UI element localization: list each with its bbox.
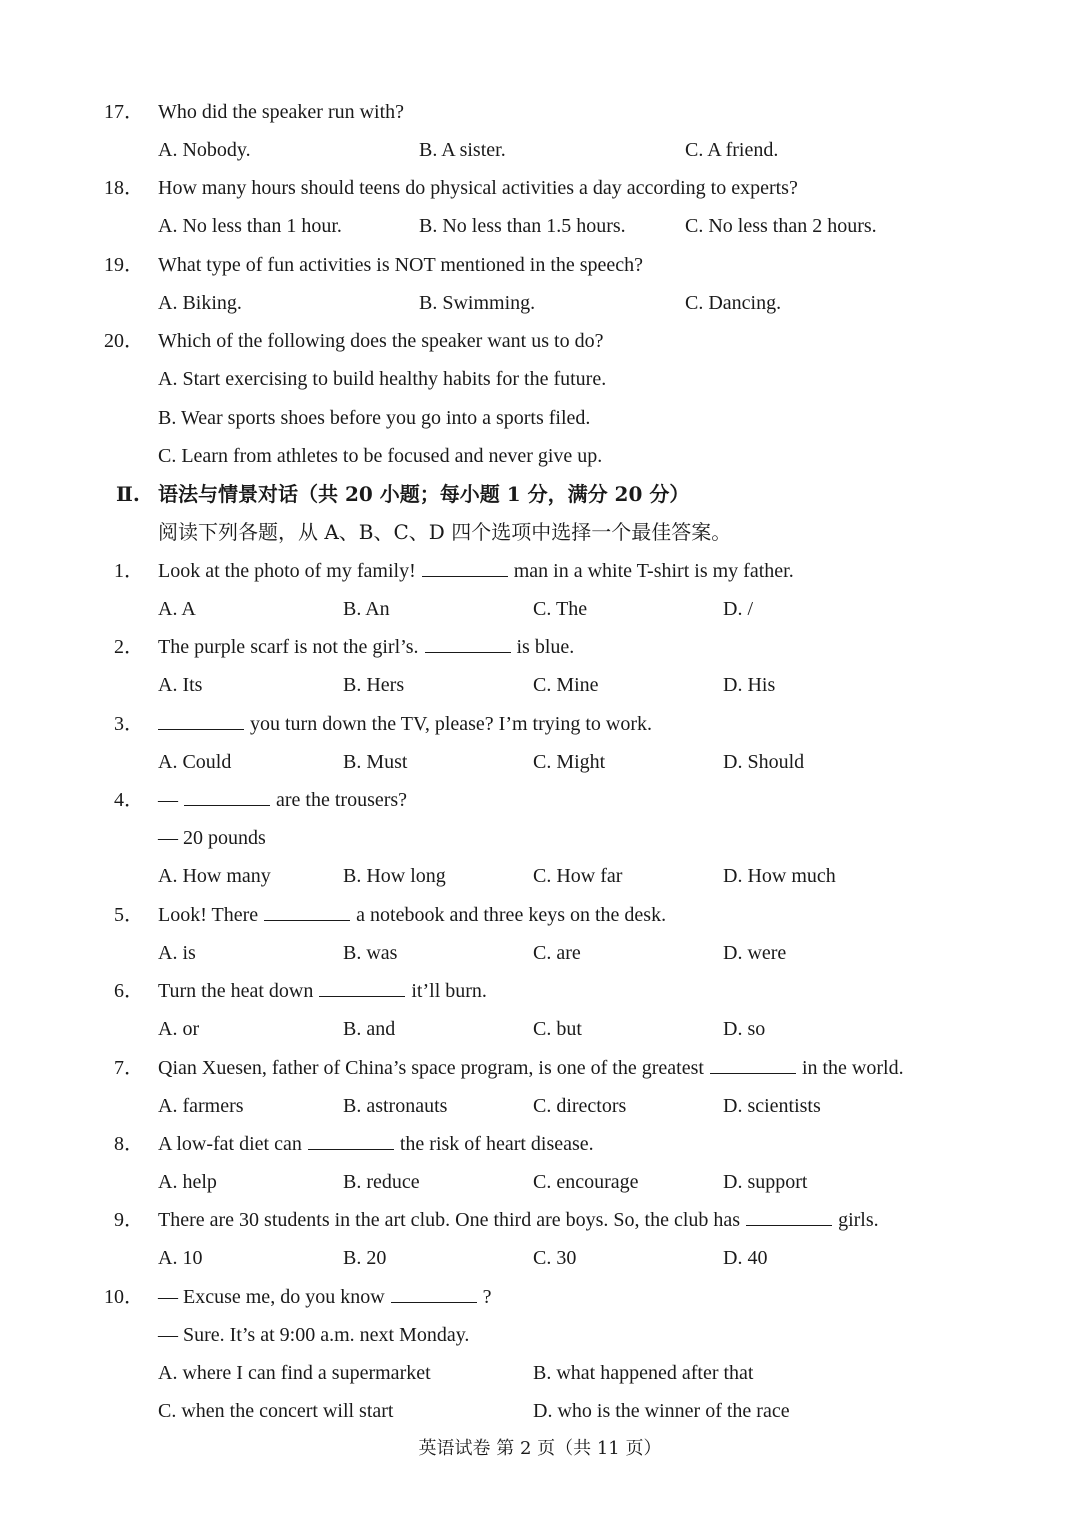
option-b: B. was: [343, 942, 398, 964]
question-text: [158, 558, 794, 584]
question-text-after: it’ll burn.: [411, 980, 487, 1002]
question-number: 8．: [114, 1133, 144, 1155]
option-b: B. Swimming.: [419, 292, 536, 314]
question-number: 9．: [114, 1209, 144, 1231]
question-text-after: are the trousers?: [276, 789, 408, 811]
question-text-after: man in a white T-shirt is my father.: [513, 560, 794, 582]
question-text-after: you turn down the TV, please? I’m trying to work.: [250, 713, 652, 735]
question-number: 17．: [104, 101, 144, 123]
option-b: B. reduce: [343, 1171, 420, 1193]
answer-blank: [425, 634, 511, 653]
dialogue-reply: — 20 pounds: [158, 827, 266, 849]
option-a: A. Could: [158, 751, 232, 773]
question-text: How many hours should teens do physical activities a day according to experts?: [158, 177, 798, 199]
option-d: D. scientists: [723, 1095, 821, 1117]
question-text: [158, 1131, 594, 1157]
option-c: C. The: [533, 598, 588, 620]
option-b: B. astronauts: [343, 1095, 448, 1117]
option-a: A. Nobody.: [158, 139, 251, 161]
option-b: B. Wear sports shoes before you go into a sports filed.: [158, 407, 591, 429]
answer-blank: [746, 1207, 832, 1226]
option-c: C. 30: [533, 1247, 577, 1269]
option-c: C. No less than 2 hours.: [685, 215, 877, 237]
question-text-after: girls.: [838, 1209, 879, 1231]
option-a: A. A: [158, 598, 196, 620]
answer-blank: [264, 902, 350, 921]
question-number: 19．: [104, 254, 144, 276]
option-a: A. Start exercising to build healthy habits for the future.: [158, 368, 607, 390]
option-c: C. encourage: [533, 1171, 639, 1193]
question-number: 6．: [114, 980, 144, 1002]
question-text-after: is blue.: [516, 636, 575, 658]
option-b: B. A sister.: [419, 139, 506, 161]
question-number: 1．: [114, 560, 144, 582]
question-text-before: Look! There: [158, 904, 259, 926]
option-a: A. How many: [158, 865, 271, 887]
option-d: D. How much: [723, 865, 836, 887]
option-d: D. 40: [723, 1247, 768, 1269]
option-d: D. Should: [723, 751, 805, 773]
page-footer: 英语试卷 第 2 页（共 11 页）: [418, 1438, 662, 1459]
option-b: B. 20: [343, 1247, 387, 1269]
answer-blank: [391, 1284, 477, 1303]
question-text-after: in the world.: [801, 1057, 904, 1079]
answer-blank: [710, 1055, 796, 1074]
question-text: [158, 1207, 879, 1233]
option-d: D. who is the winner of the race: [533, 1400, 790, 1422]
option-b: B. Hers: [343, 674, 405, 696]
question-text: Who did the speaker run with?: [158, 101, 405, 123]
question-text: [158, 902, 666, 928]
option-a: A. is: [158, 942, 196, 964]
question-number: 10．: [104, 1286, 144, 1308]
question-text-before: Look at the photo of my family!: [158, 560, 416, 582]
question-text-after: the risk of heart disease.: [399, 1133, 594, 1155]
option-a: A. or: [158, 1018, 200, 1040]
question-text-before: A low-fat diet can: [158, 1133, 302, 1155]
option-c: C. are: [533, 942, 581, 964]
option-a: A. help: [158, 1171, 217, 1193]
option-a: A. where I can find a supermarket: [158, 1362, 431, 1384]
option-d: D. were: [723, 942, 787, 964]
question-text-before: The purple scarf is not the girl’s.: [158, 636, 419, 658]
answer-blank: [319, 978, 405, 997]
question-number: 18．: [104, 177, 144, 199]
option-c: C. Dancing.: [685, 292, 782, 314]
question-text-before: There are 30 students in the art club. One third are boys. So, the club has: [158, 1209, 741, 1231]
question-text: What type of fun activities is NOT mentioned in the speech?: [158, 254, 644, 276]
option-b: B. How long: [343, 865, 446, 887]
section-numeral: Ⅱ.: [116, 482, 140, 506]
option-b: B. An: [343, 598, 390, 620]
question-number: 4．: [114, 789, 144, 811]
option-c: C. Mine: [533, 674, 599, 696]
option-a: A. 10: [158, 1247, 203, 1269]
option-b: B. No less than 1.5 hours.: [419, 215, 626, 237]
question-text-after: ?: [482, 1286, 492, 1308]
section-title: 语法与情景对话（共 20 小题；每小题 1 分，满分 20 分）: [158, 482, 690, 506]
option-a: A. farmers: [158, 1095, 244, 1117]
question-text: Which of the following does the speaker want us to do?: [158, 330, 604, 352]
question-number: 3．: [114, 713, 144, 735]
answer-blank: [158, 711, 244, 730]
question-text: [158, 711, 652, 737]
question-text-before: Turn the heat down: [158, 980, 314, 1002]
option-d: D. /: [723, 598, 753, 620]
question-number: 7．: [114, 1057, 144, 1079]
option-a: A. Its: [158, 674, 203, 696]
option-d: D. so: [723, 1018, 766, 1040]
question-text: [158, 978, 487, 1004]
option-d: D. His: [723, 674, 776, 696]
option-d: D. support: [723, 1171, 808, 1193]
dialogue-reply: — Sure. It’s at 9:00 a.m. next Monday.: [158, 1324, 470, 1346]
option-c: C. A friend.: [685, 139, 779, 161]
option-c: C. when the concert will start: [158, 1400, 394, 1422]
option-c: C. directors: [533, 1095, 627, 1117]
option-b: B. what happened after that: [533, 1362, 754, 1384]
answer-blank: [308, 1131, 394, 1150]
option-b: B. Must: [343, 751, 408, 773]
question-text: [158, 1055, 904, 1081]
question-text-after: a notebook and three keys on the desk.: [356, 904, 667, 926]
option-c: C. Learn from athletes to be focused and never give up.: [158, 445, 603, 467]
option-c: C. How far: [533, 865, 623, 887]
option-c: C. but: [533, 1018, 582, 1040]
question-number: 2．: [114, 636, 144, 658]
section-instruction: 阅读下列各题，从 A、B、C、D 四个选项中选择一个最佳答案。: [158, 520, 732, 544]
option-a: A. Biking.: [158, 292, 242, 314]
option-c: C. Might: [533, 751, 606, 773]
answer-blank: [422, 558, 508, 577]
question-text: [158, 787, 407, 813]
answer-blank: [184, 787, 270, 806]
question-text-before: Qian Xuesen, father of China’s space program, is one of the greatest: [158, 1057, 704, 1079]
question-number: 20．: [104, 330, 144, 352]
question-text: [158, 634, 574, 660]
question-text-before: — Excuse me, do you know: [158, 1286, 385, 1308]
option-b: B. and: [343, 1018, 396, 1040]
option-a: A. No less than 1 hour.: [158, 215, 342, 237]
question-number: 5．: [114, 904, 144, 926]
question-text-before: —: [158, 789, 178, 811]
question-text: [158, 1284, 492, 1310]
